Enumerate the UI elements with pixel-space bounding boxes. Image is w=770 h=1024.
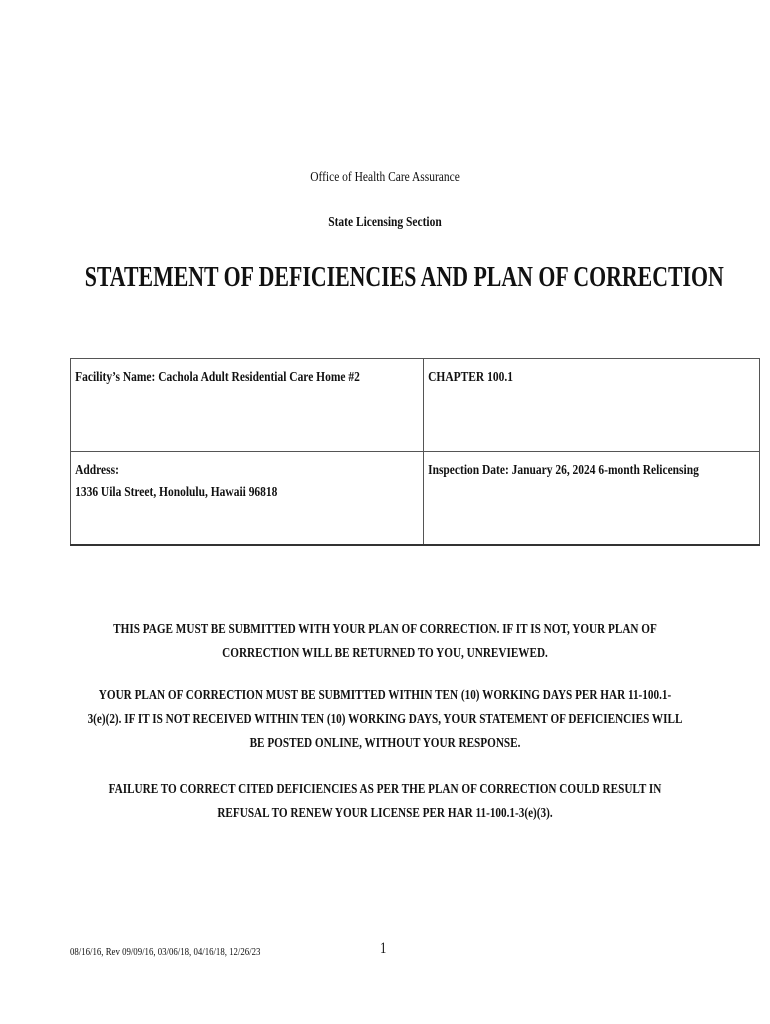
notice-line: BE POSTED ONLINE, WITHOUT YOUR RESPONSE. (249, 736, 521, 751)
notice-line: REFUSAL TO RENEW YOUR LICENSE PER HAR 11-100.1-3(e)(3). (217, 806, 553, 821)
facility-name: Facility’s Name: Cachola Adult Residential Care Home #2 (75, 370, 360, 385)
notice-line: CORRECTION WILL BE RETURNED TO YOU, UNREVIEWED. (222, 646, 548, 661)
address-cell (71, 452, 424, 546)
notice-line: YOUR PLAN OF CORRECTION MUST BE SUBMITTED WITHIN TEN (10) WORKING DAYS PER HAR 11-100.1- (98, 688, 672, 703)
notice-line: FAILURE TO CORRECT CITED DEFICIENCIES AS PER THE PLAN OF CORRECTION COULD RESULT IN (108, 782, 662, 797)
notice-line: 3(e)(2). IF IT IS NOT RECEIVED WITHIN TEN (10) WORKING DAYS, YOUR STATEMENT OF DEFICIENCIES WILL (87, 712, 683, 727)
table-row (71, 359, 760, 452)
document-title: STATEMENT OF DEFICIENCIES AND PLAN OF CORRECTION (84, 262, 724, 293)
revision-dates: 08/16/16, Rev 09/09/16, 03/06/18, 04/16/18, 12/26/23 (70, 946, 261, 958)
failure-notice (0, 778, 770, 826)
inspection-cell (424, 452, 760, 546)
address-label: Address: (75, 463, 119, 478)
section-name: State Licensing Section (328, 215, 442, 230)
table-row (71, 452, 760, 546)
notice-line: THIS PAGE MUST BE SUBMITTED WITH YOUR PLAN OF CORRECTION. IF IT IS NOT, YOUR PLAN OF (113, 622, 657, 637)
facility-name-cell (71, 359, 424, 452)
deadline-notice (0, 684, 770, 756)
chapter-label: CHAPTER 100.1 (428, 370, 514, 385)
facility-info-table (70, 358, 760, 546)
page-number: 1 (380, 940, 387, 957)
address-block (71, 452, 360, 504)
address-line: 1336 Uila Street, Honolulu, Hawaii 96818 (75, 485, 278, 500)
inspection-date: Inspection Date: January 26, 2024 6-month Relicensing (428, 463, 700, 478)
chapter-cell (424, 359, 760, 452)
submission-notice (0, 618, 770, 666)
office-name: Office of Health Care Assurance (310, 170, 460, 185)
